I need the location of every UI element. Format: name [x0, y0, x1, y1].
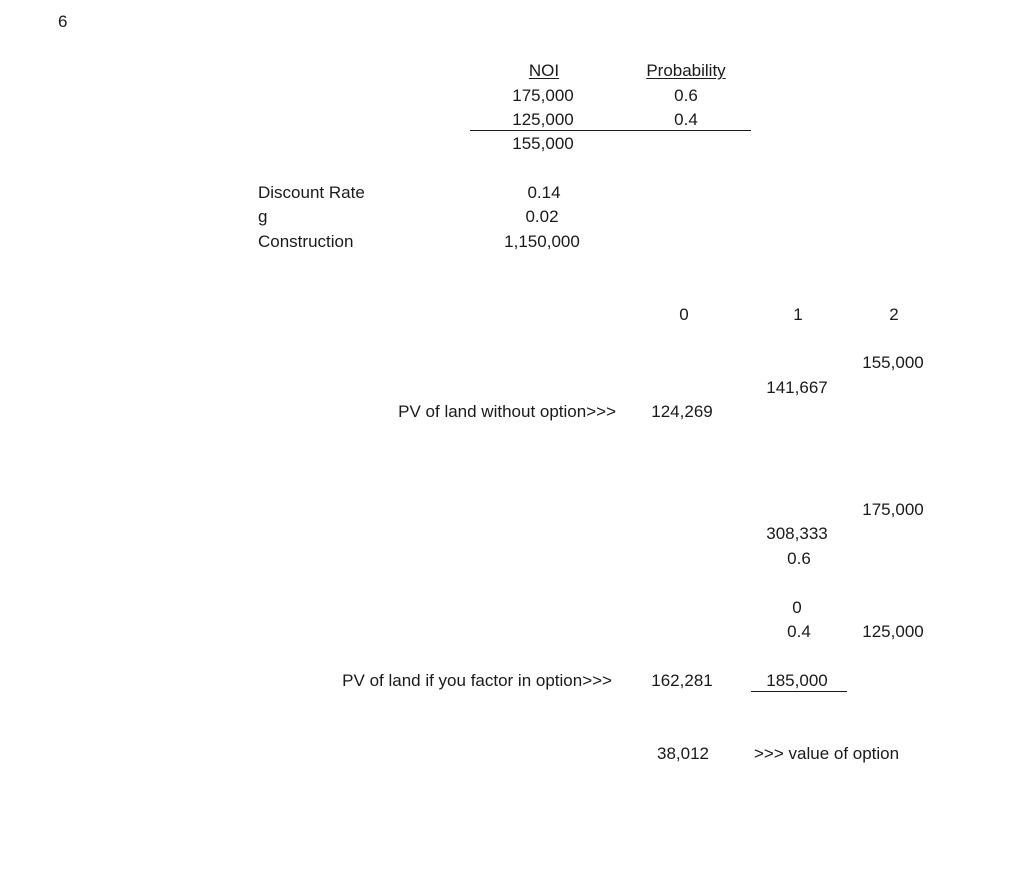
- with-option-year2-low-noi: 125,000: [862, 622, 924, 641]
- with-option-expected-year1: 185,000: [766, 671, 828, 690]
- construction-label: Construction: [258, 232, 354, 251]
- probability-header: Probability: [646, 61, 726, 80]
- with-option-label: PV of land if you factor in option>>>: [342, 671, 612, 690]
- with-option-low-probability: 0.4: [787, 622, 811, 641]
- expected-noi: 155,000: [512, 134, 574, 153]
- without-option-year1-value: 141,667: [766, 378, 828, 397]
- problem-number: 6: [58, 12, 68, 31]
- expected-year1-rule: [751, 691, 847, 692]
- scenario-high-noi: 175,000: [512, 86, 574, 105]
- without-option-year2-noi: 155,000: [862, 353, 924, 372]
- discount-rate-value: 0.14: [527, 183, 561, 202]
- table-total-rule: [470, 130, 751, 131]
- period-0: 0: [679, 305, 689, 324]
- without-option-pv: 124,269: [651, 402, 713, 421]
- growth-label: g: [258, 207, 268, 226]
- construction-value: 1,150,000: [504, 232, 580, 251]
- noi-header: NOI: [528, 61, 560, 80]
- without-option-label: PV of land without option>>>: [398, 402, 616, 421]
- scenario-high-probability: 0.6: [674, 86, 698, 105]
- option-value: 38,012: [657, 744, 709, 763]
- with-option-high-probability: 0.6: [787, 549, 811, 568]
- with-option-high-value: 308,333: [766, 524, 828, 543]
- with-option-year2-high-noi: 175,000: [862, 500, 924, 519]
- with-option-pv: 162,281: [651, 671, 713, 690]
- period-2: 2: [889, 305, 899, 324]
- with-option-low-value: 0: [792, 598, 802, 617]
- scenario-low-noi: 125,000: [512, 110, 574, 129]
- discount-rate-label: Discount Rate: [258, 183, 365, 202]
- growth-value: 0.02: [525, 207, 559, 226]
- option-value-label: >>> value of option: [754, 744, 900, 763]
- period-1: 1: [793, 305, 803, 324]
- scenario-low-probability: 0.4: [674, 110, 698, 129]
